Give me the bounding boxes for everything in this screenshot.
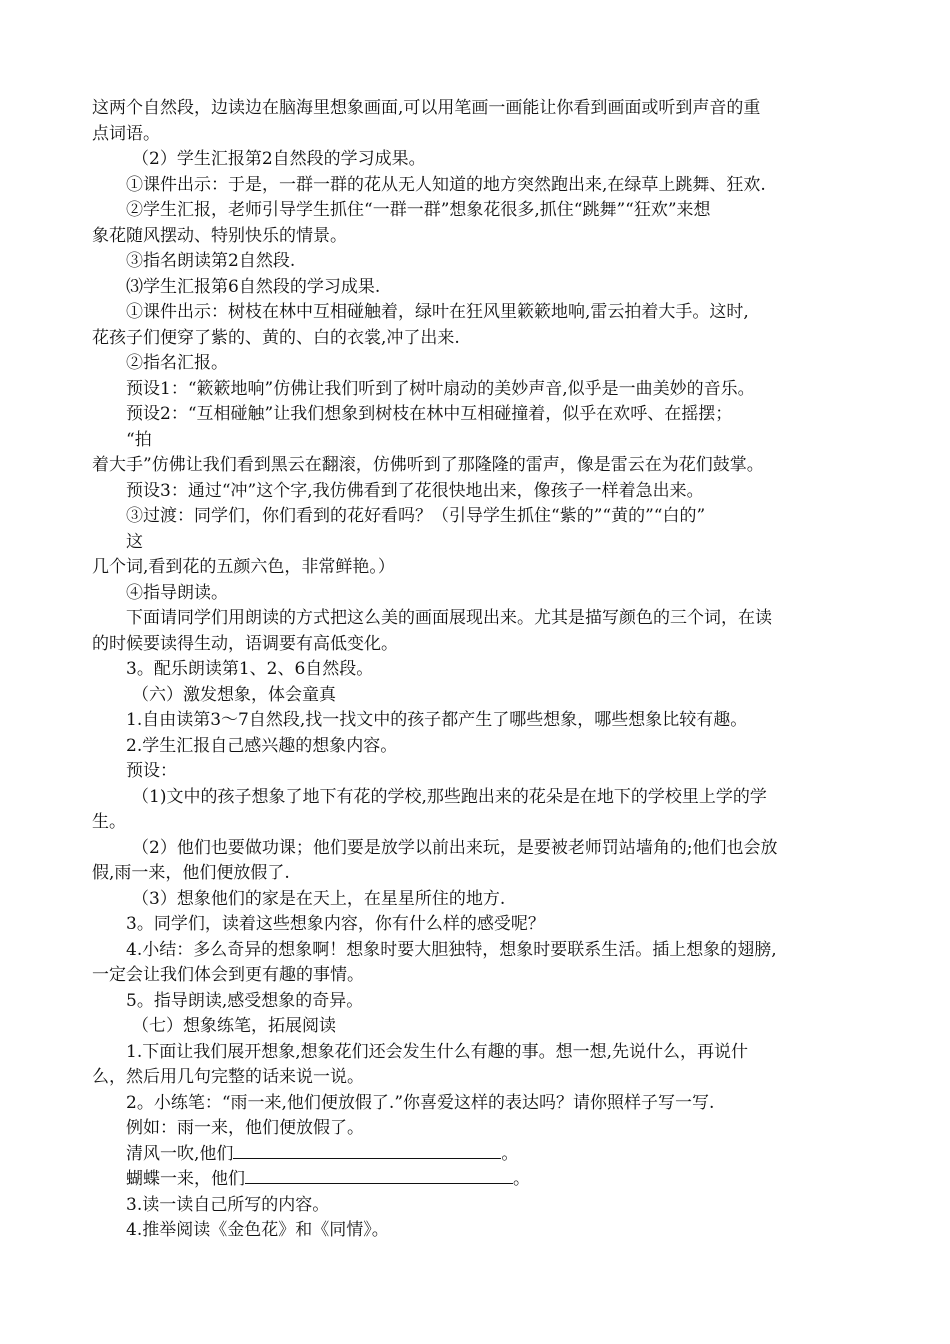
text-line: （3）想象他们的家是在天上，在星星所住的地方.: [132, 888, 506, 909]
text-line: 一定会让我们体会到更有趣的事情。: [92, 965, 364, 985]
fill-in-line: [92, 1167, 872, 1193]
section-heading: （2）学生汇报第2自然段的学习成果。: [132, 149, 426, 169]
text-line: ③过渡：同学们，你们看到的花好看吗？（引导学生抓住“紫的”“黄的”“白的”: [126, 506, 706, 526]
text-line: 3。配乐朗读第1、2、6自然段。: [126, 659, 374, 679]
fill-in-end: 。: [513, 1169, 530, 1189]
text-line: 1.自由读第3～7自然段,找一找文中的孩子都产生了哪些想象，哪些想象比较有趣。: [126, 710, 748, 730]
text-line: 4.小结：多么奇异的想象啊！想象时要大胆独特，想象时要联系生活。插上想象的翅膀,: [126, 939, 777, 960]
fill-in-blank[interactable]: [233, 1143, 501, 1159]
text-line: 着大手”仿佛让我们看到黑云在翻滚，仿佛听到了那隆隆的雷声，像是雷云在为花们鼓掌。: [92, 455, 764, 475]
fill-in-blank[interactable]: [245, 1168, 513, 1184]
document-page: [92, 96, 872, 1244]
text-line: ④指导朗读。: [126, 582, 228, 603]
text-line: “拍: [126, 429, 152, 450]
text-line: ②学生汇报，老师引导学生抓住“一群一群”想象花很多,抓住“跳舞”“狂欢”来想: [126, 200, 711, 220]
fill-in-line: [92, 1142, 872, 1168]
text-line: 1.下面让我们展开想象,想象花们还会发生什么有趣的事。想一想,先说什么，再说什: [126, 1041, 749, 1062]
text-line: 预设3：通过“冲”这个字,我仿佛看到了花很快地出来，像孩子一样着急出来。: [126, 480, 704, 501]
text-line: 例如：雨一来，他们便放假了。: [126, 1118, 364, 1138]
text-line: 3.读一读自己所写的内容。: [126, 1194, 330, 1215]
text-line: 这: [126, 531, 143, 552]
text-line: ③指名朗读第2自然段.: [126, 251, 296, 271]
text-line: 生。: [92, 812, 126, 832]
text-line: 4.推举阅读《金色花》和《同情》。: [126, 1220, 389, 1240]
text-line: 几个词,看到花的五颜六色，非常鲜艳。）: [92, 557, 395, 577]
text-line: 5。指导朗读,感受想象的奇异。: [126, 990, 364, 1011]
text-line: 3。同学们，读着这些想象内容，你有什么样的感受呢？: [126, 914, 545, 934]
text-line: 花孩子们便穿了紫的、黄的、白的衣裳,冲了出来.: [92, 327, 460, 348]
text-line: 下面请同学们用朗读的方式把这么美的画面展现出来。尤其是描写颜色的三个词，在读: [126, 608, 772, 628]
section-heading: ⑶学生汇报第6自然段的学习成果.: [126, 276, 381, 297]
text-line: ①课件出示：树枝在林中互相碰触着，绿叶在狂风里簌簌地响,雷云拍着大手。这时,: [126, 302, 749, 322]
section-heading: （六）激发想象，体会童真: [132, 684, 336, 705]
fill-in-prompt: 清风一吹,他们: [126, 1143, 234, 1164]
text-line: 2.学生汇报自己感兴趣的想象内容。: [126, 735, 398, 756]
text-line: 象花随风摆动、特别快乐的情景。: [92, 225, 347, 246]
text-line: 2。小练笔：“雨一来,他们便放假了.”你喜爱这样的表达吗？请你照样子写一写.: [126, 1092, 715, 1113]
text-line: ①课件出示：于是，一群一群的花从无人知道的地方突然跑出来,在绿草上跳舞、狂欢.: [126, 174, 766, 195]
fill-in-prompt: 蝴蝶一来，他们: [126, 1169, 245, 1189]
text-line: ②指名汇报。: [126, 353, 228, 373]
text-line: 点词语。: [92, 123, 160, 144]
section-heading: （七）想象练笔，拓展阅读: [132, 1016, 336, 1036]
text-line: （2）他们也要做功课；他们要是放学以前出来玩，是要被老师罚站墙角的;他们也会放: [132, 837, 778, 858]
text-line: 假,雨一来，他们便放假了.: [92, 863, 290, 883]
text-line: 预设：: [126, 761, 177, 781]
text-line: 么，然后用几句完整的话来说一说。: [92, 1067, 364, 1087]
text-line: 预设1：“簌簌地响”仿佛让我们听到了树叶扇动的美妙声音,似乎是一曲美妙的音乐。: [126, 378, 755, 399]
text-line: 这两个自然段，边读边在脑海里想象画面,可以用笔画一画能让你看到画面或听到声音的重: [92, 98, 761, 118]
text-line: 预设2：“互相碰触”让我们想象到树枝在林中互相碰撞着，似乎在欢呼、在摇摆；: [126, 404, 733, 424]
fill-in-end: 。: [501, 1143, 519, 1164]
text-line: 的时候要读得生动，语调要有高低变化。: [92, 633, 398, 654]
text-line: （1)文中的孩子想象了地下有花的学校,那些跑出来的花朵是在地下的学校里上学的学: [132, 786, 767, 807]
